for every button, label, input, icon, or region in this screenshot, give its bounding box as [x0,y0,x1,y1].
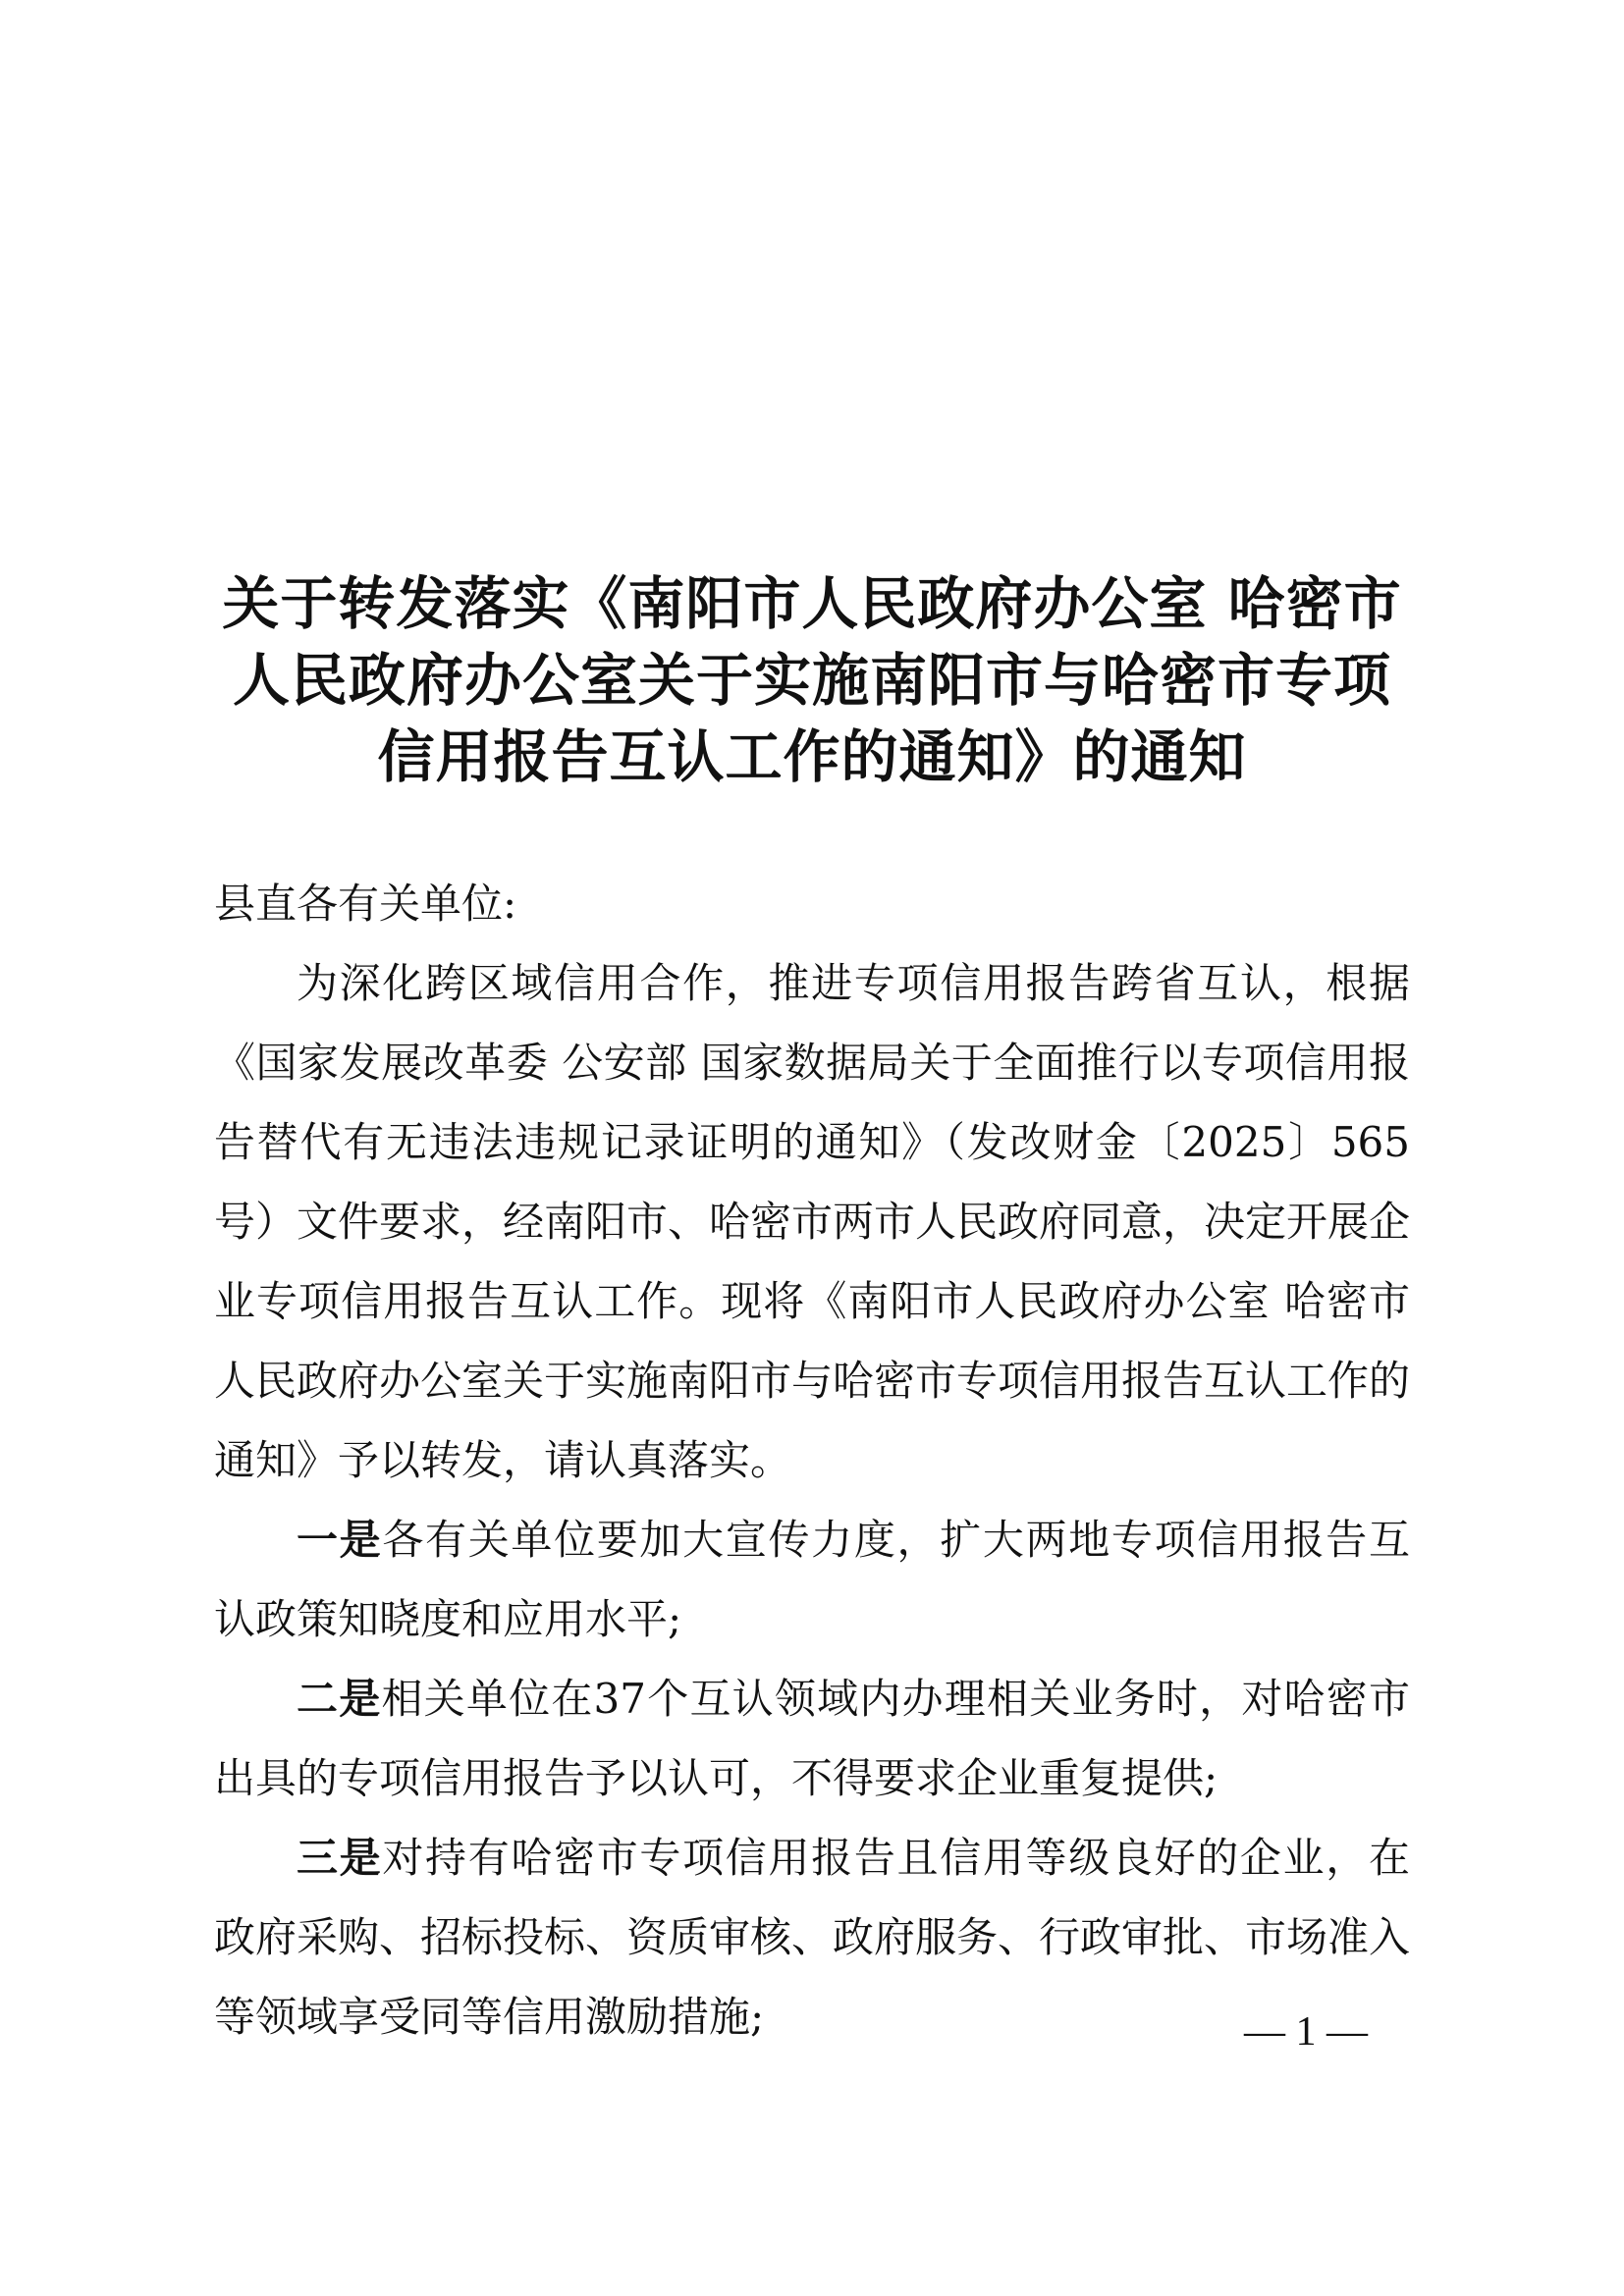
item-paragraph-1 [214,1500,1410,1659]
item-text-2: 相关单位在37个互认领域内办理相关业务时，对哈密市出具的专项信用报告予以认可，不得要求企业重复提供; [214,1675,1410,1802]
item-lead-3: 三是 [297,1834,383,1882]
item-lead-1: 一是 [297,1516,383,1564]
title-line: 信用报告互认工作的通知》的通知 [377,723,1247,790]
page-number: — 1 — [1244,2009,1368,2055]
salutation: 县直各有关单位: [214,880,517,928]
title-line: 关于转发落实《南阳市人民政府办公室 哈密市 [222,570,1402,637]
intro-paragraph: 为深化跨区域信用合作，推进专项信用报告跨省互认，根据《国家发展改革委 公安部 国家数据局关于全面推行以专项信用报告替代有无违法违规记录证明的通知》（发改财金〔2025〕565号）文件要求，经南阳市、哈密市两市人民政府同意，决定开展企业专项信用报告互认工作。现将《南阳市人民政府办公室 哈密市人民政府办公室关于实施南阳市与哈密市专项信用报告互认工作的通知》予以转发，请认真落实。 [214,959,1411,1484]
item-paragraph-2 [214,1659,1410,1818]
item-lead-2: 二是 [297,1675,382,1723]
item-text-1: 各有关单位要加大宣传力度，扩大两地专项信用报告互认政策知晓度和应用水平; [214,1516,1410,1643]
item-text-3: 对持有哈密市专项信用报告且信用等级良好的企业，在政府采购、招标投标、资质审核、政府服务、行政审批、市场准入等领域享受同等信用激励措施; [214,1834,1411,2041]
document-title [196,565,1428,795]
title-line: 人民政府办公室关于实施南阳市与哈密市专项 [232,647,1391,714]
document-body [214,864,1410,2056]
